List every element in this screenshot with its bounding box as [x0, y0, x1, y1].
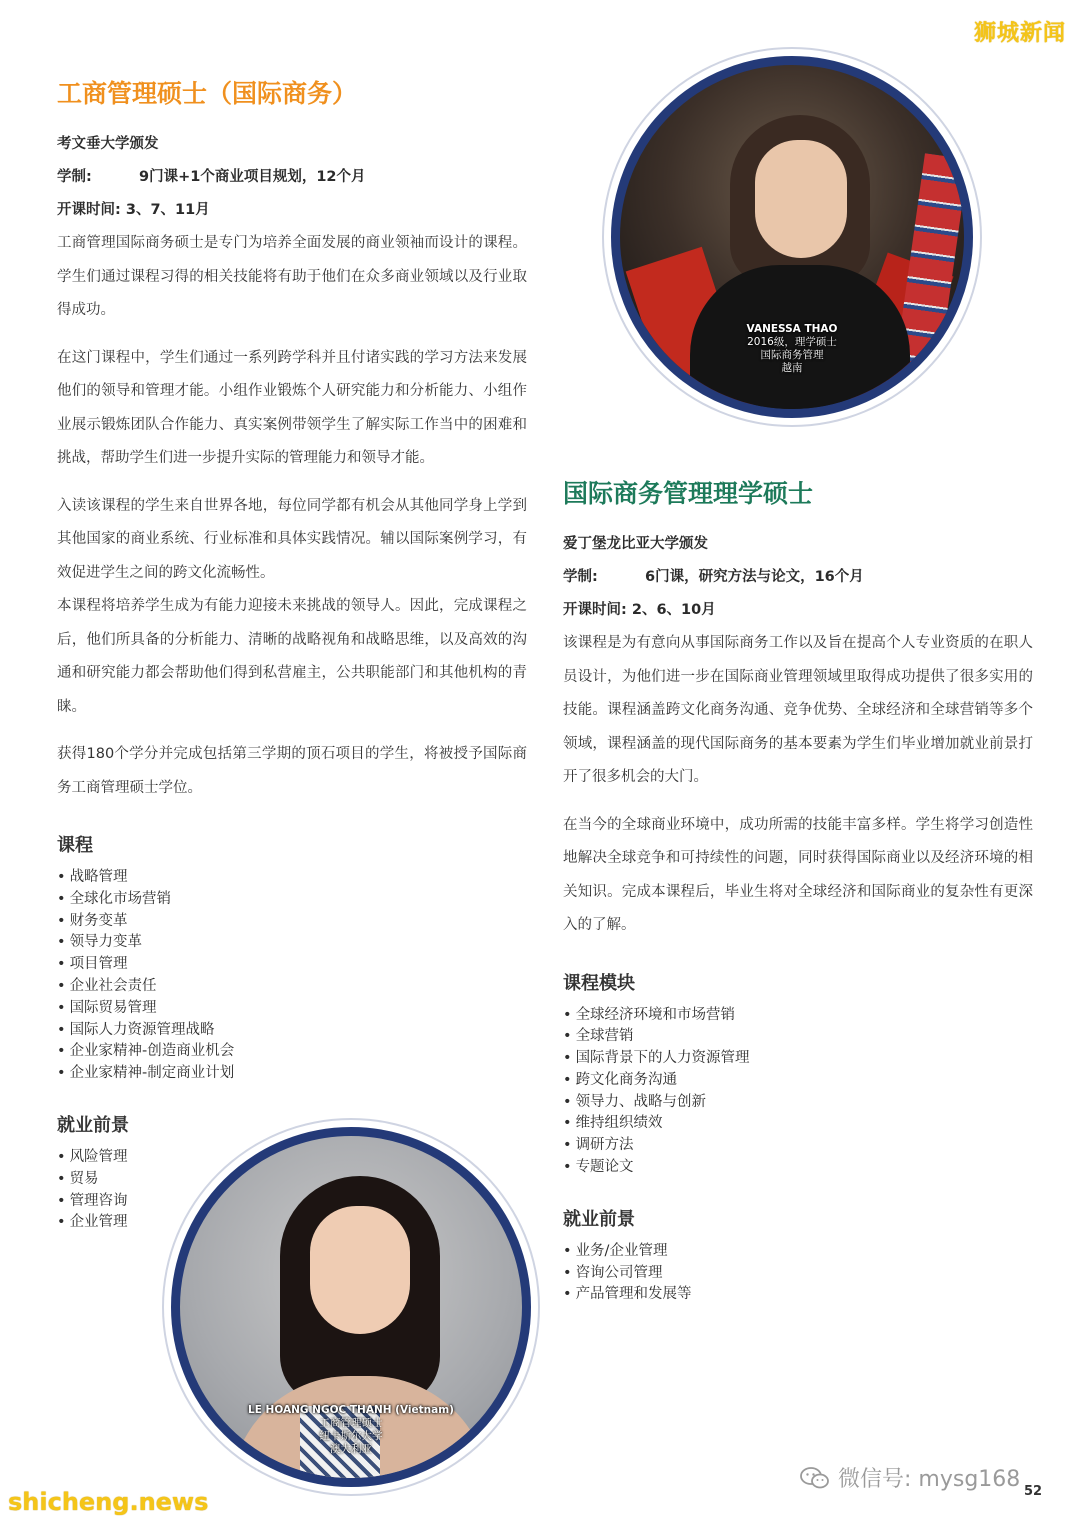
program1-paragraph: 在这门课程中，学生们通过一系列跨学科并且付诸实践的学习方法来发展他们的领导和管理才能。小组作业锻炼个人研究能力和分析能力、小组作业展示锻炼团队合作能力、真实案例带领学生了解实际工作当中的困难和挑战，帮助学生们进一步提升实际的管理能力和领导才能。: [57, 349, 527, 466]
list-item: • 企业家精神-制定商业计划: [57, 1063, 527, 1085]
list-item: • 维持组织绩效: [563, 1113, 1033, 1135]
list-item: • 企业管理: [57, 1212, 527, 1234]
list-item: • 国际人力资源管理战略: [57, 1020, 527, 1042]
student-name: VANESSA THAO: [746, 323, 838, 335]
wechat-icon: [800, 1466, 830, 1490]
program2-format: [563, 561, 1033, 594]
program1-paragraph: 工商管理国际商务硕士是专门为培养全面发展的商业领袖而设计的课程。学生们通过课程习得的相关技能将有助于他们在众多商业领域以及行业取得成功。: [57, 235, 527, 318]
list-item: • 全球化市场营销: [57, 889, 527, 911]
program1-courses-heading: 课程: [57, 835, 93, 856]
list-item: • 企业社会责任: [57, 976, 527, 998]
program2-intake: [563, 594, 1033, 627]
caption-line: 2016级，理学硕士: [747, 336, 837, 348]
list-item: • 业务/企业管理: [563, 1241, 1033, 1263]
list-item: • 财务变革: [57, 911, 527, 933]
list-item: • 贸易: [57, 1169, 527, 1191]
list-item: • 产品管理和发展等: [563, 1284, 1033, 1306]
list-item: • 全球营销: [563, 1026, 1033, 1048]
program2-format-key: 学制:: [563, 569, 598, 585]
student-photo-le-hoang: [171, 1127, 531, 1487]
program1-intake: [57, 194, 527, 227]
photo-caption: [180, 1404, 522, 1456]
list-item: • 跨文化商务沟通: [563, 1070, 1033, 1092]
program1-paragraph: 入读该课程的学生来自世界各地，每位同学都有机会从其他同学身上学到其他国家的商业系统、行业标准和具体实践情况。辅以国际案例学习，有效促进学生之间的跨文化流畅性。: [57, 497, 527, 581]
watermark-bottom: shicheng.news: [8, 1488, 209, 1516]
program2-issuer: 爱丁堡龙比亚大学颁发: [563, 536, 708, 552]
wechat-watermark: [800, 1462, 1020, 1493]
list-item: • 专题论文: [563, 1157, 1033, 1179]
program1-courses-list: [57, 867, 527, 1085]
list-item: • 咨询公司管理: [563, 1263, 1033, 1285]
program2-modules-heading: 课程模块: [563, 972, 635, 994]
caption-line: 国际商务管理: [760, 349, 824, 361]
wechat-label: 微信号: mysg168: [838, 1467, 1021, 1492]
program1-careers-heading: 就业前景: [57, 1114, 129, 1136]
caption-line: 工商管理硕士: [319, 1417, 383, 1429]
program2-careers-heading: 就业前景: [563, 1208, 635, 1230]
caption-line: 澳大利亚: [330, 1443, 372, 1455]
program1-intake-value: 3、7、11月: [125, 202, 210, 218]
list-item: • 领导力、战略与创新: [563, 1092, 1033, 1114]
program2-title: 国际商务管理理学硕士: [563, 479, 814, 508]
program2-intake-value: 2、6、10月: [631, 602, 716, 618]
page-number: 52: [1024, 1484, 1043, 1499]
program2-intake-key: 开课时间:: [563, 602, 627, 618]
program2-modules-list: [563, 1005, 1033, 1179]
list-item: • 国际背景下的人力资源管理: [563, 1048, 1033, 1070]
photo-caption: [620, 323, 964, 375]
program1-format-key: 学制:: [57, 169, 92, 185]
caption-line: 纽卡斯尔大学: [319, 1430, 383, 1442]
list-item: • 调研方法: [563, 1135, 1033, 1157]
program1-title: 工商管理硕士（国际商务）: [57, 79, 358, 108]
list-item: • 项目管理: [57, 954, 527, 976]
program2-section: [563, 474, 1033, 1306]
program1-format-value: 9门课+1个商业项目规划，12个月: [139, 169, 366, 185]
list-item: • 领导力变革: [57, 932, 527, 954]
student-photo-vanessa: [611, 56, 973, 418]
list-item: • 国际贸易管理: [57, 998, 527, 1020]
program2-format-value: 6门课，研究方法与论文，16个月: [645, 569, 864, 585]
list-item: • 管理咨询: [57, 1191, 527, 1213]
program1-paragraph: 本课程将培养学生成为有能力迎接未来挑战的领导人。因此，完成课程之后，他们所具备的分析能力、清晰的战略视角和战略思维，以及高效的沟通和研究能力都会帮助他们得到私营雇主，公共职能部门和其他机构的青睐。: [57, 598, 527, 715]
list-item: • 风险管理: [57, 1147, 527, 1169]
program2-careers-list: [563, 1241, 1033, 1306]
program1-section: [57, 74, 527, 1234]
program1-issuer: 考文垂大学颁发: [57, 136, 159, 152]
watermark-top: 狮城新闻: [973, 21, 1066, 46]
program2-paragraph: 在当今的全球商业环境中，成功所需的技能丰富多样。学生将学习创造性地解决全球竞争和可持续性的问题，同时获得国际商业以及经济环境的相关知识。完成本课程后，毕业生将对全球经济和国际商业的复杂性有更深入的了解。: [563, 816, 1033, 933]
list-item: • 战略管理: [57, 867, 527, 889]
list-item: • 企业家精神-创造商业机会: [57, 1041, 527, 1063]
list-item: • 全球经济环境和市场营销: [563, 1005, 1033, 1027]
program1-format: [57, 161, 527, 194]
caption-line: 越南: [781, 362, 803, 374]
program2-paragraph: 该课程是为有意向从事国际商务工作以及旨在提高个人专业资质的在职人员设计，为他们进一步在国际商业管理领域里取得成功提供了很多实用的技能。课程涵盖跨文化商务沟通、竞争优势、全球经济和全球营销等多个领域，课程涵盖的现代国际商务的基本要素为学生们毕业增加就业前景打开了很多机会的大门。: [563, 635, 1033, 785]
program1-intake-key: 开课时间:: [57, 202, 121, 218]
program1-paragraph: 获得180个学分并完成包括第三学期的顶石项目的学生，将被授予国际商务工商管理硕士学位。: [57, 746, 527, 796]
student-name: LE HOANG NGOC THANH (Vietnam): [248, 1404, 454, 1416]
